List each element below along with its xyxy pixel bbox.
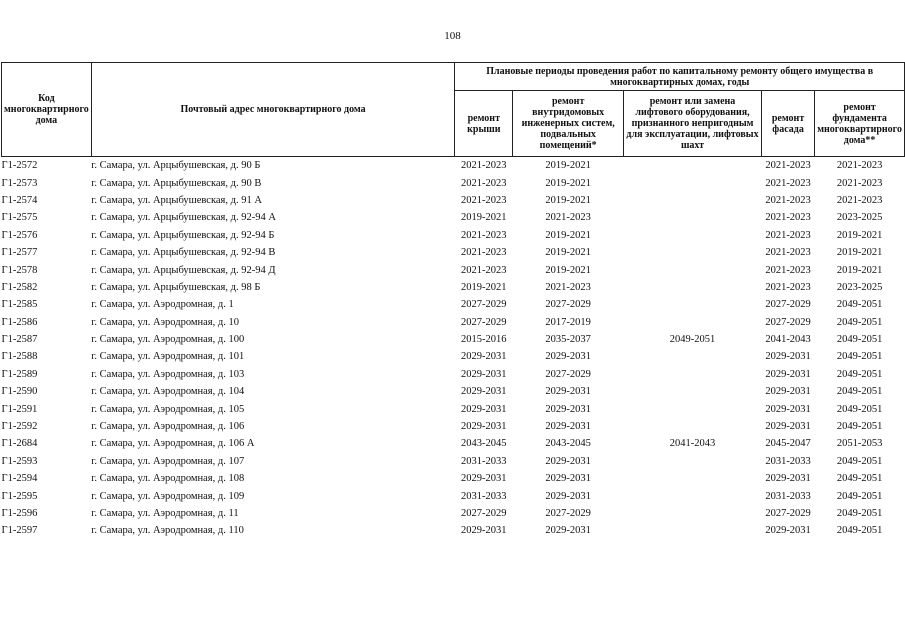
- row-foundation: 2051-2053: [836, 438, 883, 450]
- row-address: г. Самара, ул. Арцыбушевская, д. 90 В: [91, 177, 262, 189]
- header-facade: ремонт фасада: [761, 91, 814, 157]
- row-foundation: 2023-2025: [836, 212, 883, 224]
- row-elevator: [624, 470, 762, 487]
- row-engineering: 2029-2031: [545, 403, 591, 415]
- row-address: г. Самара, ул. Арцыбушевская, д. 92-94 В: [91, 247, 276, 259]
- row-roof: 2029-2031: [461, 525, 507, 537]
- row-code: Г1-2596: [1, 508, 38, 519]
- row-foundation: 2049-2051: [836, 351, 883, 363]
- table-row: [2, 487, 905, 504]
- row-roof: 2021-2023: [461, 264, 507, 276]
- row-engineering: 2029-2031: [545, 525, 591, 537]
- row-engineering: 2019-2021: [545, 264, 591, 276]
- row-code: Г1-2577: [1, 247, 38, 259]
- row-address: г. Самара, ул. Аэродромная, д. 107: [91, 455, 245, 467]
- row-foundation: 2049-2051: [836, 508, 883, 519]
- row-facade: 2029-2031: [765, 403, 811, 415]
- table-row: [2, 400, 905, 417]
- table-row: [2, 366, 905, 383]
- row-code: Г1-2572: [1, 160, 38, 172]
- table-row: [2, 261, 905, 278]
- row-facade: 2029-2031: [765, 368, 811, 380]
- row-engineering: 2029-2031: [545, 421, 591, 433]
- row-elevator: [624, 366, 762, 383]
- table-row: [2, 383, 905, 400]
- row-engineering: 2043-2045: [545, 438, 591, 450]
- row-foundation: 2049-2051: [836, 473, 883, 485]
- row-roof: 2029-2031: [461, 368, 507, 380]
- row-facade: 2027-2029: [765, 316, 811, 328]
- row-foundation: 2049-2051: [836, 334, 883, 346]
- row-facade: 2029-2031: [765, 525, 811, 537]
- row-address: г. Самара, ул. Аэродромная, д. 100: [91, 334, 245, 346]
- table-body: [2, 157, 905, 540]
- row-facade: 2029-2031: [765, 386, 811, 398]
- row-address: г. Самара, ул. Аэродромная, д. 101: [91, 351, 245, 363]
- row-facade: 2021-2023: [765, 194, 811, 206]
- row-address: г. Самара, ул. Аэродромная, д. 106 А: [91, 438, 255, 450]
- row-code: Г1-2594: [1, 473, 38, 485]
- row-elevator: [624, 348, 762, 365]
- row-engineering: 2029-2031: [545, 386, 591, 398]
- header-address: Почтовый адрес многоквартирного дома: [91, 63, 455, 157]
- row-roof: 2031-2033: [461, 455, 507, 467]
- row-address: г. Самара, ул. Арцыбушевская, д. 91 А: [91, 194, 262, 206]
- row-facade: 2021-2023: [765, 160, 811, 172]
- row-engineering: 2019-2021: [545, 177, 591, 189]
- row-elevator: [624, 244, 762, 261]
- table-row: [2, 174, 905, 191]
- row-address: г. Самара, ул. Аэродромная, д. 103: [91, 368, 245, 380]
- table-row: [2, 209, 905, 226]
- row-engineering: 2021-2023: [545, 281, 591, 293]
- row-roof: 2021-2023: [461, 247, 507, 259]
- row-roof: 2029-2031: [461, 351, 507, 363]
- header-periods: Плановые периоды проведения работ по капитальному ремонту общего имущества в многоквартирных домах, годы: [455, 63, 905, 91]
- row-address: г. Самара, ул. Аэродромная, д. 109: [91, 490, 245, 502]
- row-address: г. Самара, ул. Аэродромная, д. 105: [91, 403, 245, 415]
- row-engineering: 2019-2021: [545, 229, 591, 241]
- row-code: Г1-2585: [1, 299, 38, 311]
- row-elevator: [624, 261, 762, 278]
- row-code: Г1-2589: [1, 368, 38, 380]
- row-engineering: 2029-2031: [545, 455, 591, 467]
- row-facade: 2045-2047: [765, 438, 811, 450]
- row-roof: 2027-2029: [461, 316, 507, 328]
- row-code: Г1-2586: [1, 316, 38, 328]
- row-elevator: 2041-2043: [669, 438, 716, 450]
- header-engineering: ремонт внутридомовых инженерных систем, подвальных помещений*: [513, 91, 624, 157]
- row-roof: 2029-2031: [461, 421, 507, 433]
- table-row: [2, 244, 905, 261]
- row-roof: 2029-2031: [461, 386, 507, 398]
- table-row: [2, 279, 905, 296]
- row-code: Г1-2575: [1, 212, 38, 224]
- row-facade: 2029-2031: [765, 421, 811, 433]
- row-address: г. Самара, ул. Арцыбушевская, д. 92-94 А: [91, 212, 276, 224]
- row-code: Г1-2590: [1, 386, 38, 398]
- row-facade: 2021-2023: [765, 229, 811, 241]
- table-row: [2, 331, 905, 348]
- row-foundation: 2049-2051: [836, 299, 883, 311]
- row-foundation: 2049-2051: [836, 490, 883, 502]
- row-roof: 2031-2033: [461, 490, 507, 502]
- table-row: [2, 192, 905, 209]
- row-facade: 2031-2033: [765, 490, 811, 502]
- table-row: [2, 157, 905, 175]
- table-header: [2, 63, 905, 157]
- row-code: Г1-2576: [1, 229, 38, 241]
- table-row: [2, 296, 905, 313]
- row-address: г. Самара, ул. Аэродромная, д. 106: [91, 421, 245, 433]
- row-facade: 2031-2033: [765, 455, 811, 467]
- row-elevator: 2049-2051: [669, 334, 716, 346]
- row-elevator: [624, 522, 762, 539]
- row-address: г. Самара, ул. Аэродромная, д. 1: [91, 299, 234, 311]
- table-row: [2, 435, 905, 452]
- repair-schedule-table: [1, 62, 905, 540]
- row-code: Г1-2592: [1, 421, 38, 433]
- row-facade: 2041-2043: [765, 334, 811, 346]
- row-foundation: 2049-2051: [836, 403, 883, 415]
- row-facade: 2029-2031: [765, 473, 811, 485]
- row-address: г. Самара, ул. Аэродромная, д. 108: [91, 473, 245, 485]
- row-roof: 2019-2021: [461, 212, 507, 224]
- row-code: Г1-2578: [1, 264, 38, 276]
- header-elevator: ремонт или замена лифтового оборудования, признанного непригодным для эксплуатации, лифтовых шахт: [624, 91, 762, 157]
- row-engineering: 2035-2037: [545, 334, 591, 346]
- row-roof: 2019-2021: [461, 281, 507, 293]
- row-engineering: 2019-2021: [545, 247, 591, 259]
- table-row: [2, 453, 905, 470]
- row-foundation: 2019-2021: [836, 229, 883, 241]
- row-engineering: 2019-2021: [545, 194, 591, 206]
- row-elevator: [624, 296, 762, 313]
- row-foundation: 2049-2051: [836, 455, 883, 467]
- table-row: [2, 314, 905, 331]
- row-engineering: 2027-2029: [545, 508, 591, 519]
- header-code: Код многоквартирного дома: [2, 63, 92, 157]
- row-foundation: 2019-2021: [836, 264, 883, 276]
- row-elevator: [624, 453, 762, 470]
- row-elevator: [624, 505, 762, 522]
- table-row: [2, 470, 905, 487]
- row-elevator: [624, 487, 762, 504]
- table-row: [2, 418, 905, 435]
- row-address: г. Самара, ул. Арцыбушевская, д. 98 Б: [91, 281, 261, 293]
- table-row: [2, 522, 905, 539]
- row-code: Г1-2597: [1, 525, 38, 537]
- row-engineering: 2021-2023: [545, 212, 591, 224]
- row-facade: 2027-2029: [765, 299, 811, 311]
- row-roof: 2015-2016: [461, 334, 507, 346]
- row-elevator: [624, 279, 762, 296]
- row-code: Г1-2684: [1, 438, 38, 450]
- row-foundation: 2021-2023: [836, 177, 883, 189]
- row-foundation: 2021-2023: [836, 160, 883, 172]
- row-roof: 2027-2029: [461, 508, 507, 519]
- row-address: г. Самара, ул. Арцыбушевская, д. 92-94 Б: [91, 229, 275, 241]
- row-code: Г1-2587: [1, 334, 38, 346]
- row-foundation: 2049-2051: [836, 316, 883, 328]
- header-roof: ремонт крыши: [455, 91, 513, 157]
- row-facade: 2021-2023: [765, 212, 811, 224]
- row-code: Г1-2591: [1, 403, 38, 415]
- row-elevator: [624, 227, 762, 244]
- row-elevator: [624, 418, 762, 435]
- row-elevator: [624, 209, 762, 226]
- row-code: Г1-2573: [1, 177, 38, 189]
- row-facade: 2021-2023: [765, 177, 811, 189]
- row-foundation: 2023-2025: [836, 281, 883, 293]
- row-engineering: 2017-2019: [545, 316, 591, 328]
- row-code: Г1-2595: [1, 490, 38, 502]
- row-facade: 2029-2031: [765, 351, 811, 363]
- row-engineering: 2027-2029: [545, 299, 591, 311]
- row-code: Г1-2588: [1, 351, 38, 363]
- row-engineering: 2029-2031: [545, 490, 591, 502]
- row-engineering: 2027-2029: [545, 368, 591, 380]
- row-code: Г1-2574: [1, 194, 38, 206]
- row-roof: 2043-2045: [461, 438, 507, 450]
- row-foundation: 2049-2051: [836, 421, 883, 433]
- row-foundation: 2021-2023: [836, 194, 883, 206]
- row-roof: 2029-2031: [461, 403, 507, 415]
- table-row: [2, 505, 905, 522]
- row-elevator: [624, 157, 762, 175]
- row-code: Г1-2593: [1, 455, 38, 467]
- row-elevator: [624, 174, 762, 191]
- row-roof: 2029-2031: [461, 473, 507, 485]
- row-address: г. Самара, ул. Аэродромная, д. 104: [91, 386, 245, 398]
- page-number: 108: [444, 30, 461, 42]
- row-elevator: [624, 383, 762, 400]
- row-address: г. Самара, ул. Арцыбушевская, д. 92-94 Д: [91, 264, 276, 276]
- row-foundation: 2049-2051: [836, 386, 883, 398]
- row-address: г. Самара, ул. Арцыбушевская, д. 90 Б: [91, 160, 261, 172]
- row-foundation: 2049-2051: [836, 525, 883, 537]
- row-facade: 2021-2023: [765, 264, 811, 276]
- row-facade: 2021-2023: [765, 247, 811, 259]
- row-code: Г1-2582: [1, 281, 38, 293]
- row-engineering: 2029-2031: [545, 351, 591, 363]
- row-facade: 2021-2023: [765, 281, 811, 293]
- row-engineering: 2029-2031: [545, 473, 591, 485]
- table-row: [2, 348, 905, 365]
- row-foundation: 2019-2021: [836, 247, 883, 259]
- row-address: г. Самара, ул. Аэродромная, д. 10: [91, 316, 239, 328]
- row-engineering: 2019-2021: [545, 160, 591, 172]
- table-row: [2, 227, 905, 244]
- row-elevator: [624, 314, 762, 331]
- row-address: г. Самара, ул. Аэродромная, д. 110: [91, 525, 244, 537]
- row-facade: 2027-2029: [765, 508, 811, 519]
- row-roof: 2021-2023: [461, 177, 507, 189]
- row-roof: 2027-2029: [461, 299, 507, 311]
- row-roof: 2021-2023: [461, 229, 507, 241]
- header-foundation: ремонт фундамента многоквартирного дома**: [815, 91, 905, 157]
- row-foundation: 2049-2051: [836, 368, 883, 380]
- row-elevator: [624, 192, 762, 209]
- row-elevator: [624, 400, 762, 417]
- row-address: г. Самара, ул. Аэродромная, д. 11: [91, 508, 239, 519]
- row-roof: 2021-2023: [461, 160, 507, 172]
- row-roof: 2021-2023: [461, 194, 507, 206]
